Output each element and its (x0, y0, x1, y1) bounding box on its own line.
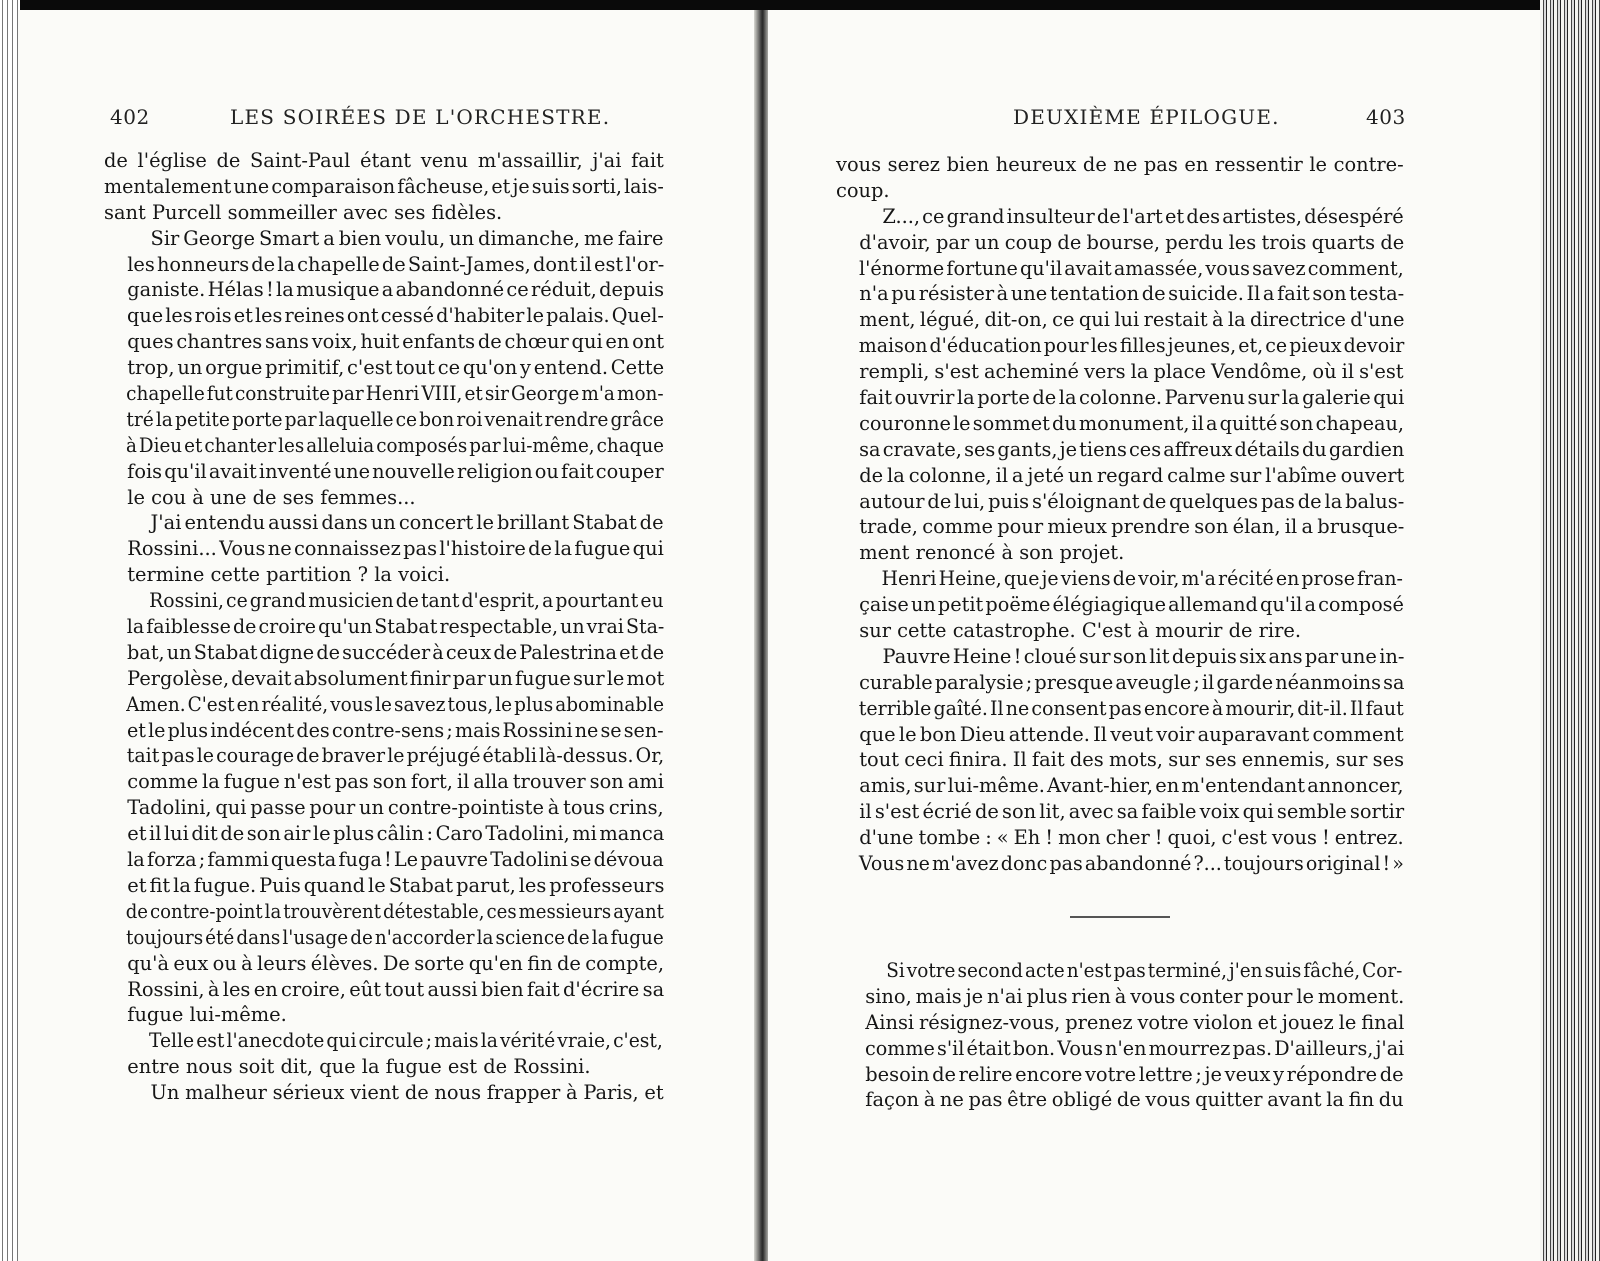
text-line: d'avoir, par un coup de bourse, perdu les trois quarts de (859, 230, 1405, 254)
paragraph (104, 1080, 664, 1106)
text-line: Si votre second acte n'est pas terminé, j'en suis fâché, Cor- (886, 959, 1403, 982)
paragraph (836, 152, 1404, 204)
paragraph (104, 588, 664, 1028)
text-line: chapelle fut construite par Henri VIII, et sir George m'a mon- (126, 382, 664, 406)
text-line: curable paralysie ; presque aveugle ; il garde néanmoins sa (859, 670, 1405, 694)
text-line: Vous ne m'avez donc pas abandonné ?... toujours original ! » (858, 852, 1404, 876)
text-line: bat, un Stabat digne de succéder à ceux de Palestrina et de (127, 640, 665, 664)
text-line: maison d'éducation pour les filles jeunes, et, ce pieux devoir (858, 334, 1405, 358)
text-line: tout ceci finira. Il fait des mots, sur ses ennemis, sur ses (859, 748, 1405, 772)
section-divider-rule (1070, 916, 1170, 918)
right-letter-text (842, 958, 1404, 1113)
text-line: qu'à eux ou à leurs élèves. De sorte qu'en fin de compte, (127, 951, 665, 975)
text-line: sur cette catastrophe. C'est à mourir de rire. (859, 619, 1302, 643)
text-line: sino, mais je n'ai plus rien à vous conter pour le moment. (865, 984, 1405, 1008)
text-line: rempli, s'est acheminé vers la place Vendôme, où il s'est (859, 360, 1404, 384)
text-line: que le bon Dieu attende. Il veut voir auparavant comment (859, 722, 1404, 746)
text-line: n'a pu résister à une tentation de suicide. Il a fait son testa- (859, 282, 1405, 306)
text-line: Sir George Smart a bien voulu, un dimanche, me faire (150, 226, 664, 250)
text-line: à Dieu et chanter les alleluia composés par lui-même, chaque (125, 433, 664, 457)
text-line: ganiste. Hélas ! la musique a abandonné ce réduit, depuis (127, 278, 665, 302)
text-line: la forza ; fammi questa fuga ! Le pauvre Tadolini se dévoua (127, 848, 664, 872)
paragraph (842, 958, 1404, 1113)
text-line: sant Purcell sommeiller avec ses fidèles. (104, 200, 503, 224)
text-line: Un malheur sérieux vient de nous frapper à Paris, et (150, 1081, 664, 1105)
text-line: tait pas le courage de braver le préjugé établi là-dessus. Or, (126, 744, 665, 768)
text-line: Amen. C'est en réalité, vous le savez tous, le plus abominable (126, 692, 664, 716)
text-line: les honneurs de la chapelle de Saint-James, dont il est l'or- (127, 252, 665, 276)
text-line: ques chantres sans voix, huit enfants de chœur qui en ont (127, 330, 665, 354)
text-line: ment, légué, dit-on, ce qui lui restait à la directrice d'une (859, 308, 1405, 332)
right-page (768, 10, 1542, 1261)
text-line: terrible gaîté. Il ne consent pas encore à mourir, dit-il. Il faut (858, 696, 1404, 720)
text-line: sa cravate, ses gants, je tiens ces affreux détails du gardien (859, 437, 1405, 461)
text-line: çaise un petit poëme élégiagique allemand qu'il a composé (859, 593, 1404, 617)
text-line: tré la petite porte par laquelle ce bon roi venait rendre grâce (126, 407, 664, 431)
right-page-number: 403 (1366, 105, 1406, 129)
left-page-number: 402 (110, 105, 150, 129)
right-running-head (768, 105, 1542, 135)
text-line: fait ouvrir la porte de la colonne. Parvenu sur la galerie qui (859, 386, 1405, 410)
paragraph (836, 566, 1404, 644)
text-line: de la colonne, il a jeté un regard calme sur l'abîme ouvert (859, 463, 1405, 487)
left-page (18, 10, 756, 1261)
scan-left-edge (0, 0, 20, 1261)
text-line: entre nous soit dit, que la fugue est de Rossini. (127, 1055, 591, 1079)
text-line: Henri Heine, que je viens de voir, m'a récité en prose fran- (881, 567, 1403, 591)
left-body-text (104, 148, 664, 1106)
text-line: il s'est écrié de son lit, avec sa faible voix qui semble sortir (859, 800, 1405, 824)
text-line: coup. (836, 178, 890, 202)
text-line: mentalement une comparaison fâcheuse, et je suis sorti, lais- (104, 174, 664, 198)
text-line: que les rois et les reines ont cessé d'habiter le palais. Quel- (127, 304, 664, 328)
text-line: et le plus indécent des contre-sens ; mais Rossini ne se sen- (126, 718, 664, 742)
text-line: de l'église de Saint-Paul étant venu m'assaillir, j'ai fait (104, 149, 664, 172)
text-line: comme s'il était bon. Vous n'en mourrez pas. D'ailleurs, j'ai (864, 1036, 1405, 1060)
text-line: de contre-point la trouvèrent détestable, ces messieurs ayant (125, 899, 664, 923)
text-line: et il lui dit de son air le plus câlin : Caro Tadolini, mi manca (127, 822, 665, 846)
paragraph (104, 1028, 664, 1080)
text-line: et fit la fugue. Puis quand le Stabat parut, les professeurs (127, 873, 665, 897)
text-line: termine cette partition ? la voici. (127, 563, 451, 587)
text-line: besoin de relire encore votre lettre ; je veux y répondre de (865, 1062, 1404, 1086)
paragraph (104, 226, 664, 511)
text-line: vous serez bien heureux de ne pas en ressentir le contre- (836, 153, 1404, 176)
text-line: Rossini, ce grand musicien de tant d'esprit, a pourtant eu (149, 589, 664, 613)
text-line: Tadolini, qui passe pour un contre-pointiste à tous crins, (127, 796, 664, 820)
text-line: façon à ne pas être obligé de vous quitter avant la fin du (865, 1088, 1404, 1112)
text-line: Z..., ce grand insulteur de l'art et des artistes, désespéré (882, 204, 1404, 228)
text-line: Pauvre Heine ! cloué sur son lit depuis six ans par une in- (882, 644, 1405, 668)
text-line: Rossini... Vous ne connaissez pas l'histoire de la fugue qui (127, 537, 664, 561)
text-line: comme la fugue n'est pas son fort, il alla trouver son ami (127, 770, 664, 794)
text-line: fugue lui-même. (127, 1003, 287, 1027)
text-line: autour de lui, puis s'éloignant de quelques pas de la balus- (859, 489, 1405, 513)
text-line: toujours été dans l'usage de n'accorder la science de la fugue (126, 925, 664, 949)
left-running-head (18, 105, 756, 135)
right-body-text (836, 152, 1404, 877)
text-line: ment renoncé à son projet. (859, 541, 1125, 565)
text-line: d'une tombe : « Eh ! mon cher ! quoi, c'est vous ! entrez. (859, 826, 1404, 850)
paragraph (104, 510, 664, 588)
text-line: trade, comme pour mieux prendre son élan, il a brusque- (859, 515, 1405, 539)
text-line: le cou à une de ses femmes... (127, 485, 416, 509)
text-line: couronne le sommet du monument, il a quitté son chapeau, (859, 411, 1404, 435)
left-running-title: LES SOIRÉES DE L'ORCHESTRE. (230, 105, 611, 129)
text-line: fois qu'il avait inventé une nouvelle religion ou fait couper (127, 459, 664, 483)
text-line: amis, sur lui-même. Avant-hier, en m'entendant annoncer, (859, 774, 1404, 798)
text-line: Telle est l'anecdote qui circule ; mais la vérité vraie, c'est, (148, 1029, 663, 1053)
paragraph (836, 204, 1404, 566)
text-line: Pergolèse, devait absolument finir par un fugue sur le mot (127, 666, 665, 690)
text-line: J'ai entendu aussi dans un concert le brillant Stabat de (150, 511, 664, 535)
right-running-title: DEUXIÈME ÉPILOGUE. (1013, 105, 1280, 129)
text-line: Ainsi résignez-vous, prenez votre violon et jouez le final (865, 1010, 1405, 1034)
text-line: la faiblesse de croire qu'un Stabat respectable, un vrai Sta- (126, 615, 665, 639)
scan-right-edge (1540, 0, 1600, 1261)
text-line: l'énorme fortune qu'il avait amassée, vous savez comment, (858, 256, 1404, 280)
paragraph (836, 644, 1404, 877)
paragraph (104, 148, 664, 226)
text-line: Rossini, à les en croire, eût tout aussi bien fait d'écrire sa (127, 977, 665, 1001)
text-line: trop, un orgue primitif, c'est tout ce qu'on y entend. Cette (127, 356, 665, 380)
